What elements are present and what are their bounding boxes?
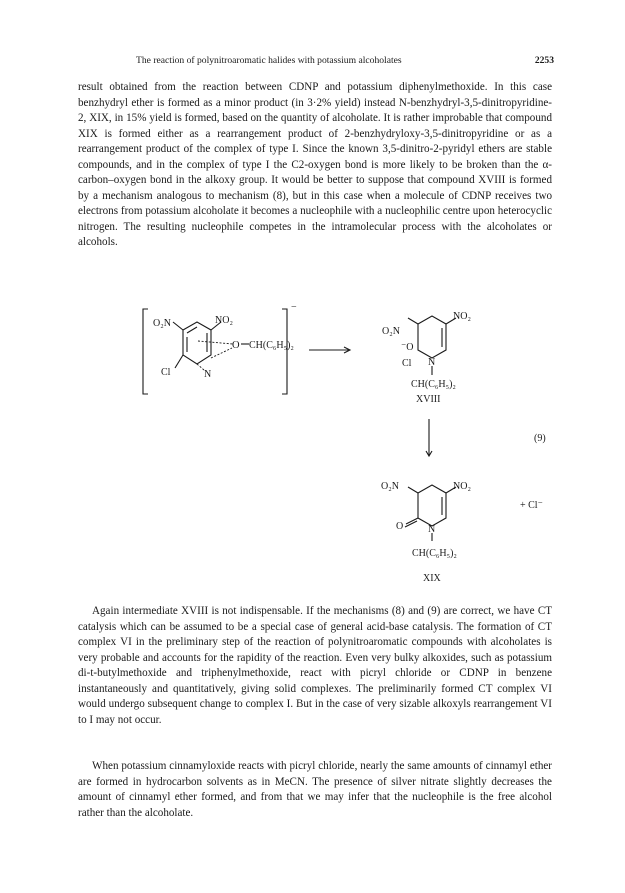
complex-cl: Cl	[161, 367, 171, 378]
xix-carbonyl-bond	[405, 518, 418, 527]
complex-charge: −	[291, 302, 297, 313]
xviii-no2: NO₂	[453, 311, 471, 322]
complex-no2: NO₂	[215, 315, 233, 326]
xix-no2: NO₂	[453, 481, 471, 492]
complex-structure	[143, 302, 297, 394]
complex-oxygen: O	[232, 340, 240, 351]
complex-ring-inner	[187, 327, 207, 352]
left-bracket	[143, 309, 148, 394]
cl-bond	[175, 355, 183, 368]
chloride-byproduct: + Cl⁻	[520, 500, 543, 511]
equation-number: (9)	[534, 433, 546, 444]
nitro-bonds	[173, 322, 221, 330]
xviii-nitro-bonds	[408, 318, 456, 324]
xix-ch-group: CH(C₆H₅)₂	[412, 548, 457, 559]
paragraph-1: result obtained from the reaction between CDNP and potassium diphenylmethoxide. In this case benzhydryl ether is formed as a minor product (in 3·2% yield) instead N-benzhydryl-3,5-dinitropyridine-2, XIX, in 15% yield is formed, based on the quantity of alcoholate. It is rather improbable that compound XIX is formed either as a rearrangement product of 2-benzhydryloxy-3,5-dinitropyridine or as a rearrangement product of the complex of type I. Since the known 3,5-dinitro-2-pyridyl ethers are stable compounds, and in the complex of type I the C2-oxygen bond is more likely to be broken than the α-carbon–oxygen bond in the alkoxy group. It would be better to suppose that compound XVIII is formed by a mechanism analogous to mechanism (8), but in this case when a molecule of CDNP receives two electrons from potassium alcoholate it becomes a nucleophile with a nucleophilic centre upon heterocyclic nitrogen. The resulting nucleophile competes in the intramolecular process with the alcoholates or alcohols.	[78, 81, 552, 248]
xix-n: N	[428, 524, 436, 535]
xviii-n: N	[428, 357, 436, 368]
complex-dashed-bonds	[197, 341, 233, 370]
xviii-o2n: O₂N	[382, 326, 400, 337]
paragraph-3: When potassium cinnamyloxide reacts with picryl chloride, nearly the same amounts of cinnamyl ether are formed in hydrocarbon solvents as in MeCN. The presence of silver nitrate slightly decreases the amount of cinnamyl ether formed, and from that we may infer that the nucleophile is the free alcohol rather than the alcoholate.	[78, 760, 552, 819]
xix-o2n: O₂N	[381, 481, 399, 492]
reaction-scheme	[0, 300, 625, 600]
xviii-cl: Cl	[402, 358, 412, 369]
xviii-o-minus: ⁻O	[401, 342, 414, 353]
paragraph-2: Again intermediate XVIII is not indispensable. If the mechanisms (8) and (9) are correct, we have CT catalysis which can be assumed to be a special case of general acid-base catalysis. The formation of CT complex VI in the preliminary step of the reaction of polynitroaromatic compounds with alcoholates is very probable and accounts for the rapidity of the reaction. Even very bulky alkoxides, such as potassium di-t-butylmethoxide and triphenylmethoxide, react with picryl chloride or CDNP in benzene instantaneously and quantitatively, giving solid complexes. The preliminarily formed CT complex VI would undergo subsequent change to complex I. But in the case of very sizable alkoxyls rearrangement VI to I may not occur.	[78, 605, 552, 726]
right-bracket	[282, 309, 287, 394]
running-title: The reaction of polynitroaromatic halides with potassium alcoholates	[136, 55, 402, 66]
complex-o2n: O₂N	[153, 318, 171, 329]
compound-xviii	[382, 311, 471, 405]
page-number: 2253	[534, 55, 554, 66]
xix-label: XIX	[423, 573, 441, 584]
xviii-label: XVIII	[416, 394, 441, 405]
complex-n: N	[204, 369, 212, 380]
compound-xix	[381, 481, 471, 584]
complex-ch-group: CH(C₆H₅)₂	[249, 340, 294, 351]
xviii-ch-group: CH(C₆H₅)₂	[411, 379, 456, 390]
xix-oxygen: O	[396, 521, 404, 532]
xix-nitro-bonds	[408, 487, 456, 493]
